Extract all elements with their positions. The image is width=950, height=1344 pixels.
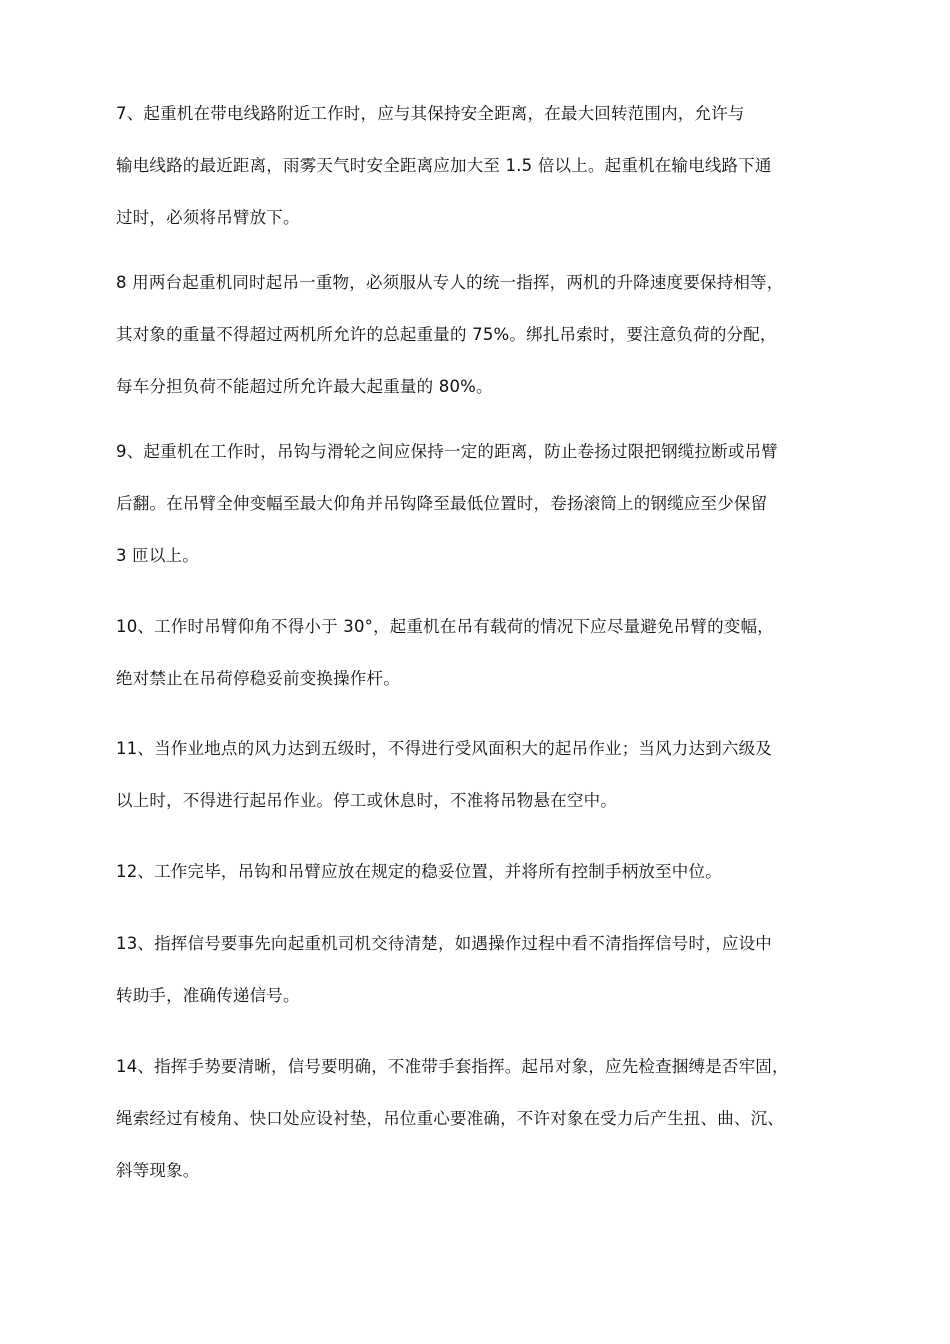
text-line: 3 匝以上。	[116, 546, 199, 565]
paragraph-11	[116, 736, 836, 814]
paragraph-10	[116, 614, 836, 692]
paragraph-9	[116, 439, 836, 569]
text-line: 14、指挥手势要清晰，信号要明确，不准带手套指挥。起吊对象，应先检查捆缚是否牢固，	[116, 1057, 789, 1076]
text-line: 12、工作完毕，吊钩和吊臂应放在规定的稳妥位置，并将所有控制手柄放至中位。	[116, 862, 722, 881]
paragraph-14	[116, 1054, 836, 1184]
text-line: 10、工作时吊臂仰角不得小于 30°，起重机在吊有载荷的情况下应尽量避免吊臂的变幅，	[116, 617, 774, 636]
text-line: 11、当作业地点的风力达到五级时，不得进行受风面积大的起吊作业；当风力达到六级及	[116, 739, 772, 758]
text-line: 过时，必须将吊臂放下。	[116, 208, 300, 227]
text-line: 转助手，准确传递信号。	[116, 986, 300, 1005]
paragraph-13	[116, 931, 836, 1009]
text-line: 每车分担负荷不能超过所允许最大起重量的 80%。	[116, 377, 493, 396]
text-line: 8 用两台起重机同时起吊一重物，必须服从专人的统一指挥，两机的升降速度要保持相等，	[116, 273, 784, 292]
text-line: 输电线路的最近距离，雨雾天气时安全距离应加大至 1.5 倍以上。起重机在输电线路下通	[116, 156, 772, 175]
text-line: 其对象的重量不得超过两机所允许的总起重量的 75%。绑扎吊索时，要注意负荷的分配，	[116, 325, 777, 344]
paragraph-8	[116, 270, 836, 400]
paragraph-7	[116, 101, 836, 231]
text-line: 以上时，不得进行起吊作业。停工或休息时，不准将吊物悬在空中。	[116, 791, 617, 810]
paragraph-12	[116, 859, 836, 885]
text-line: 7、起重机在带电线路附近工作时，应与其保持安全距离，在最大回转范围内，允许与	[116, 104, 745, 123]
text-line: 13、指挥信号要事先向起重机司机交待清楚，如遇操作过程中看不清指挥信号时，应设中	[116, 934, 772, 953]
text-line: 后翻。在吊臂全伸变幅至最大仰角并吊钩降至最低位置时，卷扬滚筒上的钢缆应至少保留	[116, 494, 768, 513]
text-line: 绝对禁止在吊荷停稳妥前变换操作杆。	[116, 669, 400, 688]
text-line: 绳索经过有棱角、快口处应设衬垫，吊位重心要准确，不许对象在受力后产生扭、曲、沉、	[116, 1109, 784, 1128]
text-line: 斜等现象。	[116, 1161, 200, 1180]
text-line: 9、起重机在工作时，吊钩与滑轮之间应保持一定的距离，防止卷扬过限把钢缆拉断或吊臂	[116, 442, 778, 461]
